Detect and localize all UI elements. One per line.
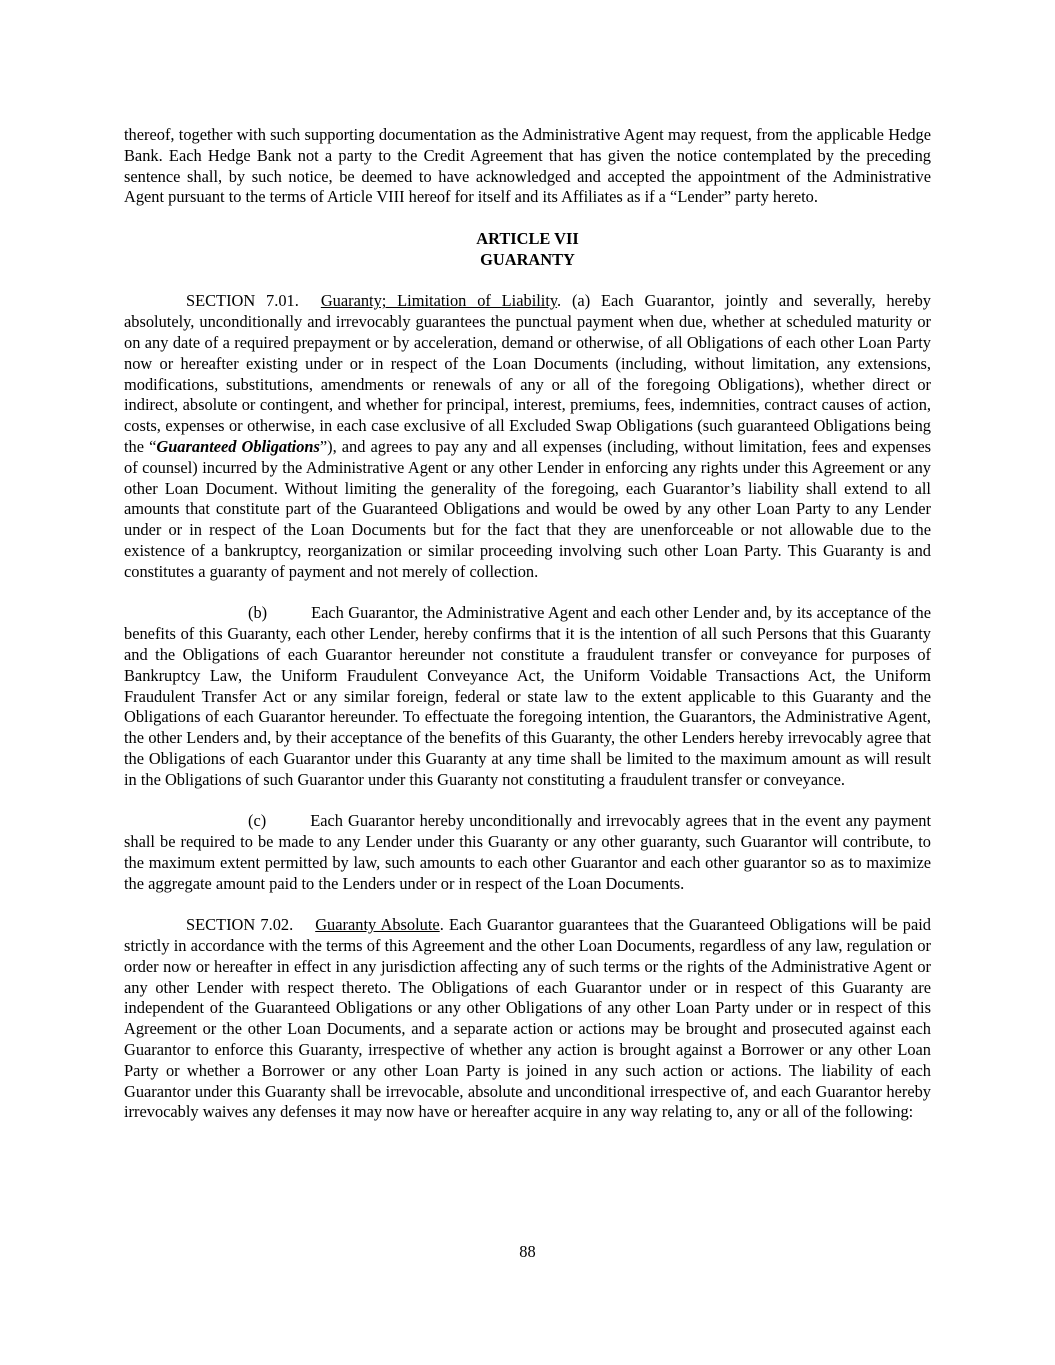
section-7-01-paragraph-b	[124, 603, 931, 790]
paragraph-c-label: (c)	[248, 811, 267, 831]
continuation-paragraph: thereof, together with such supporting documentation as the Administrative Agent may request, from the applicable Hedge Bank. Each Hedge Bank not a party to the Credit Agreement that has given the notice contemplated by the preceding sentence shall, by such notice, be deemed to have acknowledged and accepted the appointment of the Administrative Agent pursuant to the terms of Article VIII hereof for itself and its Affiliates as if a “Lender” party hereto.	[124, 125, 931, 207]
section-7-01-paragraph-c	[124, 811, 931, 894]
defined-term-guaranteed-obligations: Guaranteed Obligations	[156, 436, 320, 456]
document-page	[124, 125, 931, 1123]
paragraph-b-text: Each Guarantor, the Administrative Agent and each other Lender and, by its acceptance of the benefits of this Guaranty, each other Lender, hereby confirms that it is the intention of all such Persons that this Guaranty and the Obligations of each Guarantor hereunder not constitute a fraudulent transfer or conveyance for purposes of Bankruptcy Law, the Uniform Fraudulent Conveyance Act, the Uniform Voidable Transactions Act, the Uniform Fraudulent Transfer Act or any similar foreign, federal or state law to the extent applicable to this Guaranty and the Obligations of each Guarantor hereunder. To effectuate the foregoing intention, the Guarantors, the Administrative Agent, the other Lenders and, by their acceptance of the benefits of this Guaranty, the other Lenders hereby irrevocably agree that the Obligations of each Guarantor under this Guaranty at any time shall be limited to the maximum amount as will result in the Obligations of such Guarantor under this Guaranty not constituting a fraudulent transfer or conveyance.	[124, 603, 931, 789]
section-7-02-heading: Guaranty Absolute	[315, 915, 440, 935]
paragraph-c-text: Each Guarantor hereby unconditionally and irrevocably agrees that in the event any payment shall be required to be made to any Lender under this Guaranty or any other guaranty, such Guarantor will contribute, to the maximum extent permitted by law, such amounts to each other Guarantor and each other guarantor so as to maximize the aggregate amount paid to the Lenders under or in respect of the Loan Documents.	[124, 811, 931, 893]
article-title: GUARANTY	[480, 249, 575, 269]
section-7-01-a-text-after: ”), and agrees to pay any and all expenses (including, without limitation, fees and expenses of counsel) incurred by the Administrative Agent or any other Lender in enforcing any rights under this Agreement or any other Loan Document. Without limiting the generality of the foregoing, each Guarantor’s liability shall extend to all amounts that constitute part of the Guaranteed Obligations and would be owed by any other Loan Party to any Lender under or in respect of the Loan Documents but for the fact that they are unenforceable or not allowable due to the existence of a bankruptcy, reorganization or similar proceeding involving such other Loan Party. This Guaranty is and constitutes a guaranty of payment and not merely of collection.	[124, 436, 931, 581]
article-heading	[124, 229, 931, 271]
page-number: 88	[519, 1242, 536, 1261]
section-7-01-paragraph-a	[124, 291, 931, 582]
section-7-02-text: . Each Guarantor guarantees that the Guaranteed Obligations will be paid strictly in accordance with the terms of this Agreement and the other Loan Documents, regardless of any law, regulation or order now or hereafter in effect in any jurisdiction affecting any of such terms or the rights of the Administrative Agent or any other Lender with respect thereto. The Obligations of each Guarantor under or in respect of this Guaranty are independent of the Guaranteed Obligations or any other Obligations of any other Loan Party under or in respect of this Agreement or the other Loan Documents, and a separate action or actions may be brought and prosecuted against each Guarantor to enforce this Guaranty, irrespective of whether any action is brought against a Borrower or any other Loan Party or whether a Borrower or any other Loan Party is joined in any such action or actions. The liability of each Guarantor under this Guaranty shall be irrevocable, absolute and unconditional irrespective of, and each Guarantor hereby irrevocably waives any defenses it may now have or hereafter acquire in any way relating to, any or all of the following:	[124, 915, 931, 1122]
paragraph-b-label: (b)	[248, 603, 268, 623]
section-7-02-paragraph	[124, 915, 931, 1123]
section-7-01-heading: Guaranty; Limitation of Liability	[320, 291, 558, 311]
article-number: ARTICLE VII	[476, 228, 579, 248]
section-7-02-label: SECTION 7.02.	[186, 915, 294, 935]
section-7-01-label: SECTION 7.01.	[186, 291, 299, 311]
section-7-01-a-text-before: . (a) Each Guarantor, jointly and severally, hereby absolutely, unconditionally and irrevocably guarantees the punctual payment when due, whether at scheduled maturity or on any date of a required prepayment or by acceleration, demand or otherwise, of all Obligations of each other Loan Party now or hereafter existing under or in respect of the Loan Documents (including, without limitation, any extensions, modifications, substitutions, amendments or renewals of any or all of the foregoing Obligations), whether direct or indirect, absolute or contingent, and whether for principal, interest, premiums, fees, indemnities, contract causes of action, costs, expenses or otherwise, in each case exclusive of all Excluded Swap Obligations (such guaranteed Obligations being the “	[124, 291, 931, 456]
